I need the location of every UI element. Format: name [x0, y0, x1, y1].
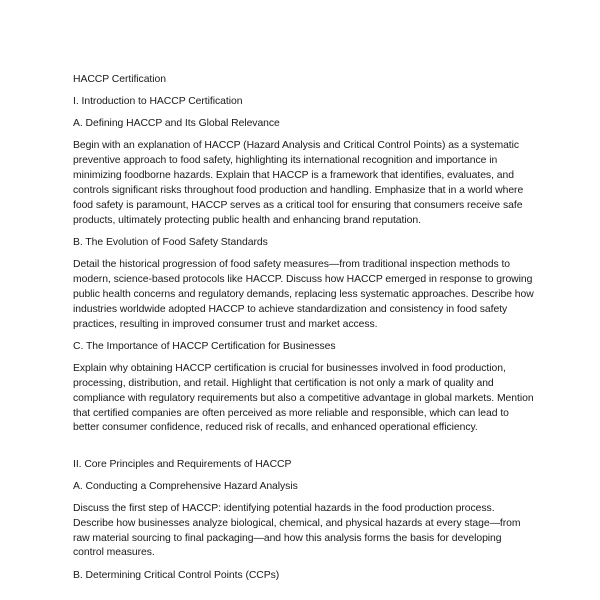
subsection-heading-1c: C. The Importance of HACCP Certification for Businesses	[73, 340, 336, 352]
document-page	[73, 73, 535, 591]
subsection-body-1b: Detail the historical progression of food safety measures—from traditional inspection methods to modern, science-based protocols like HACCP. Discuss how HACCP emerged in response to growing public health concerns and regulatory demands, replacing less systematic approaches. Describe how industries worldwide adopted HACCP to achieve standardization and consistency in food safety practices, resulting in improved consumer trust and market access.	[73, 259, 534, 330]
section-heading-2: II. Core Principles and Requirements of HACCP	[73, 458, 292, 470]
subsection-body-1c: Explain why obtaining HACCP certification is crucial for businesses involved in food production, processing, distribution, and retail. Highlight that certification is not only a mark of quality and compliance with regulatory requirements but also a competitive advantage in global markets. Mention that certified companies are often perceived as more reliable and responsible, which can lead to better consumer confidence, reduced risk of recalls, and enhanced operational efficiency.	[73, 362, 534, 434]
section-spacer	[73, 444, 535, 458]
section-heading-1: I. Introduction to HACCP Certification	[73, 96, 243, 108]
subsection-heading-1a: A. Defining HACCP and Its Global Relevance	[73, 118, 280, 130]
subsection-heading-1b: B. The Evolution of Food Safety Standards	[73, 236, 268, 248]
subsection-heading-2b: B. Determining Critical Control Points (CCPs)	[73, 569, 280, 581]
subsection-body-1a: Begin with an explanation of HACCP (Hazard Analysis and Critical Control Points) as a systematic preventive approach to food safety, highlighting its international recognition and importance in minimizing foodborne hazards. Explain that HACCP is a framework that identifies, evaluates, and controls significant risks throughout food production and handling. Emphasize that in a world where food safety is paramount, HACCP serves as a critical tool for ensuring that consumers receive safe products, ultimately protecting public health and enhancing brand reputation.	[73, 140, 524, 226]
subsection-body-2a: Discuss the first step of HACCP: identifying potential hazards in the food production process. Describe how businesses analyze biological, chemical, and physical hazards at every stage—from raw material sourcing to final packaging—and how this analysis forms the basis for developing control measures.	[73, 502, 521, 559]
document-title: HACCP Certification	[73, 74, 166, 85]
subsection-heading-2a: A. Conducting a Comprehensive Hazard Analysis	[73, 480, 298, 492]
